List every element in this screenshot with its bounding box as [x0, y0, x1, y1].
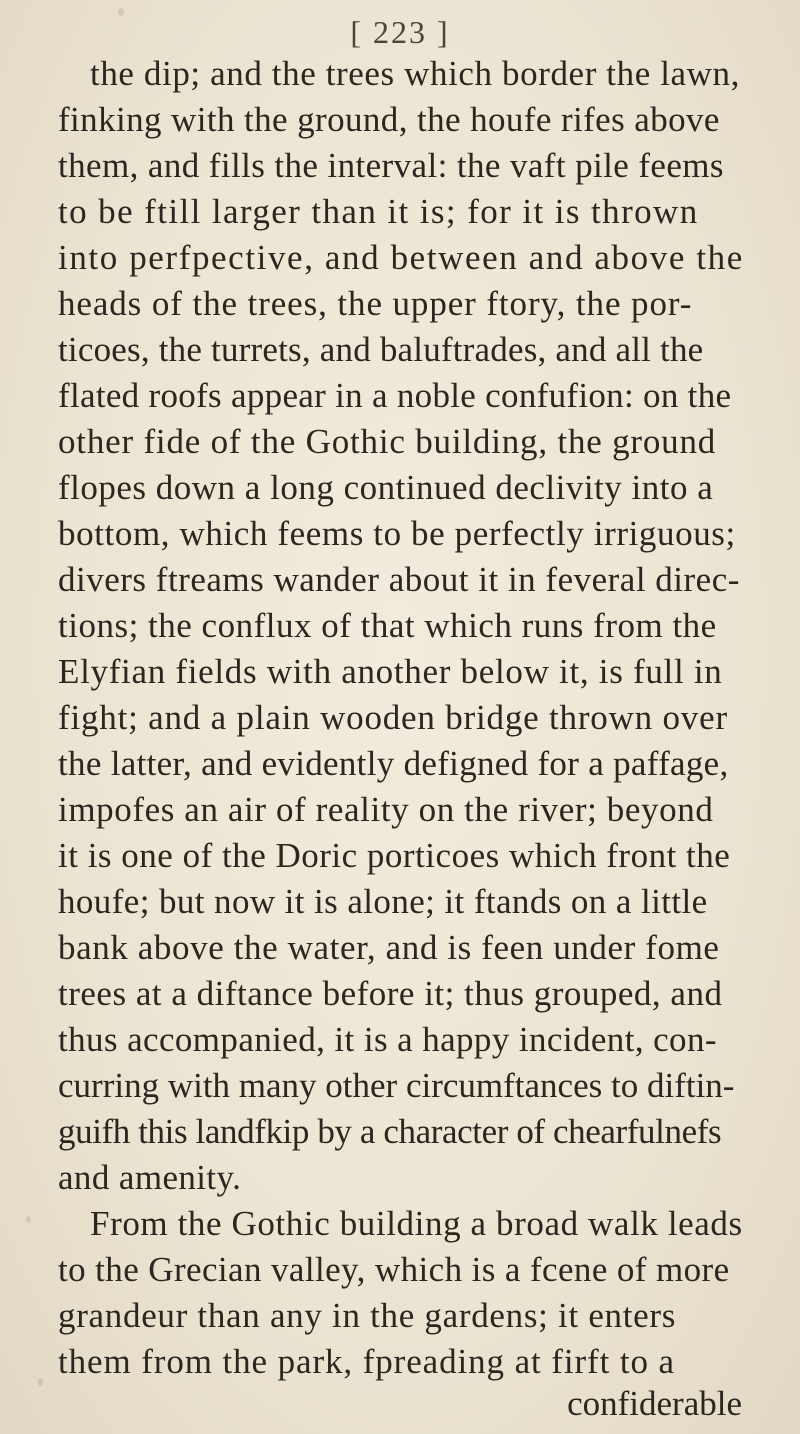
text-line: heads of the trees, the upper ftory, the por- [58, 284, 693, 323]
text-line: trees at a diftance before it; thus grouped, and [58, 974, 723, 1013]
text-line: it is one of the Doric porticoes which front the [58, 836, 731, 875]
page-number: [ 223 ] [350, 14, 450, 50]
text-line: tions; the conflux of that which runs from the [58, 606, 717, 645]
text-line: impofes an air of reality on the river; beyond [58, 790, 714, 829]
text-line: flated roofs appear in a noble confufion: on the [58, 376, 732, 415]
text-line: From the Gothic building a broad walk leads [90, 1204, 743, 1243]
text-line: grandeur than any in the gardens; it enters [58, 1296, 677, 1335]
text-line: to the Grecian valley, which is a fcene of more [58, 1250, 730, 1289]
text-line: thus accompanied, it is a happy incident, con- [58, 1020, 717, 1059]
text-line: bank above the water, and is feen under fome [58, 928, 720, 967]
text-line: them from the park, fpreading at firft to a [58, 1342, 675, 1381]
text-line: other fide of the Gothic building, the ground [58, 422, 717, 461]
text-line: fight; and a plain wooden bridge thrown over [58, 698, 728, 737]
text-line: and amenity. [58, 1158, 242, 1197]
text-line: into perfpective, and between and above the [58, 238, 744, 277]
text-line: Elyfian fields with another below it, is full in [58, 652, 723, 691]
text-line: divers ftreams wander about it in feveral direc- [58, 560, 740, 599]
text-line: the dip; and the trees which border the lawn, [90, 54, 740, 93]
text-line: curring with many other circumftances to diftin- [58, 1066, 735, 1105]
text-line: houfe; but now it is alone; it ftands on a little [58, 882, 708, 921]
text-line: finking with the ground, the houfe rifes above [58, 100, 720, 139]
catchword: confiderable [567, 1384, 742, 1423]
text-line: ticoes, the turrets, and baluftrades, and all the [58, 330, 704, 369]
text-line: guifh this landfkip by a character of chearfulnefs [58, 1112, 722, 1151]
text-line: flopes down a long continued declivity into a [58, 468, 714, 507]
text-line: them, and fills the interval: the vaft pile feems [58, 146, 724, 185]
text-line: to be ftill larger than it is; for it is thrown [58, 192, 699, 231]
text-line: bottom, which feems to be perfectly irriguous; [58, 514, 736, 553]
text-line: the latter, and evidently defigned for a paffage, [58, 744, 729, 783]
